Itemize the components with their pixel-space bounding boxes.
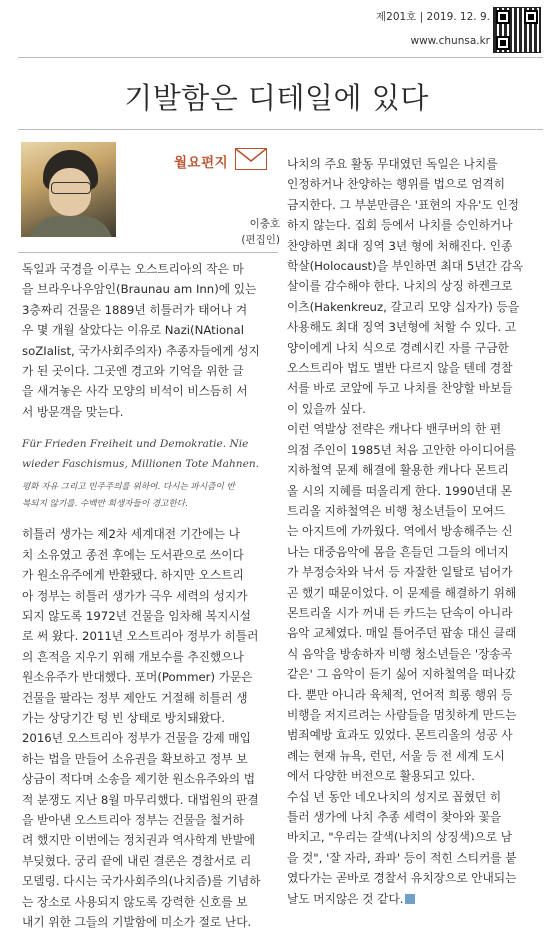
author-photo [21,142,116,237]
text-line: 사용해도 최대 징역 3년형에 처할 수 있다. 고 [287,320,517,335]
text-line: 우 몇 개월 살았다는 이유로 Nazi(NAtional [22,323,244,338]
text-line: 2016년 오스트리아 정부가 건물을 강제 매입 [22,731,251,746]
website-url[interactable]: www.chunsa.kr [410,35,490,47]
left-column [22,259,277,932]
text-line: 학살(Holocaust)을 부인하면 최대 5년간 감옥 [287,259,524,274]
text-line: 서를 바로 코앞에 두고 나치를 찬양할 바보들 [287,381,513,396]
text-line: 의점 주인이 1985년 처음 고안한 아이디어를 [287,442,516,457]
text-line-last [287,889,541,909]
text-line: 례는 현재 뉴욕, 런던, 서울 등 전 세계 도시 [287,748,505,763]
text-line: 아 정부는 히틀러 생가가 극우 세력의 성지가 [22,588,248,603]
text-line: 하는 법을 만들어 소유권을 확보하고 정부 보 [22,751,248,766]
text-line: 을 새겨놓은 사각 모양의 비석이 비스듬히 서 [22,384,248,399]
text-line: 히틀러 생가는 제2차 세계대전 기간에는 나 [22,527,240,542]
text-line: 이츠(Hakenkreuz, 갈고리 모양 십자가) 등을 [287,299,520,314]
text-line: 을 받아낸 오스트리아 정부는 건물을 철거하 [22,812,244,827]
header-divider [18,57,543,58]
text-line: 바치고, "우리는 갈색(나치의 상징색)으로 남 [287,830,513,845]
author-role: (편집인) [241,234,280,246]
text-line: 가 부정승차와 낙서 등 자잘한 일탈로 넘어가 [287,565,513,580]
text-line: 적 분쟁도 지난 8월 마무리했다. 대법원의 판결 [22,792,259,807]
qr-finder-icon [496,10,510,24]
text-line: 살이를 감수해야 한다. 나치의 상징 하켄크로 [287,279,513,294]
text-line: 식 음악을 방송하자 비행 청소년들은 '장송곡 [287,646,513,661]
text-line: 같은' 그 음악이 듣기 싫어 지하철역을 떠나갔 [287,667,516,682]
text-line: 범죄예방 효과도 있었다. 몬트리올의 성공 사 [287,728,513,743]
qr-code[interactable] [493,7,541,53]
author-name: 이충호 [249,218,280,230]
text-line: 트리올 지하철역은 비행 청소년들이 모여드 [287,503,506,518]
text-line: 가 원소유주에게 반환됐다. 하지만 오스트리 [22,568,244,583]
text-line: 올 시의 지혜를 떠올리게 한다. 1990년대 몬 [287,483,513,498]
text-line: 되지 않도록 1972년 건물을 임차해 복지시설 [22,608,251,623]
qr-finder-icon [524,10,538,24]
issue-date: 제201호 | 2019. 12. 9. [376,11,490,23]
text-line: soZIalist, 국가사회주의자) 추종자들에게 성지 [22,343,260,358]
text-line: 려 했지만 이번에는 정치권과 역사학계 반발에 [22,833,256,848]
text-line: 인정하거나 찬양하는 행위를 법으로 엄격히 [287,177,506,192]
text-line: 을 브라우나우암인(Braunau am Inn)에 있는 [22,282,257,297]
title-divider [18,129,543,130]
text-line: 3층짜리 건물은 1889년 히틀러가 태어나 겨 [22,302,248,317]
text-line: 독일과 국경을 이루는 오스트리아의 작은 마 [22,262,244,276]
text-line: 양이에게 나치 식으로 경례시킨 자를 구금한 [287,340,509,355]
text-line: 모델링. 다시는 국가사회주의(나치즘)를 기념하 [22,874,261,889]
envelope-icon [235,148,267,170]
handwritten-line: 복되지 않기를. 수백만 희생자들이 경고한다. [22,498,188,509]
text-line: 지하철역 문제 해결에 활용한 캐나다 몬트리 [287,463,509,478]
page-title: 기발함은 디테일에 있다 [124,81,429,115]
text-line: 의 흔적을 지우기 위해 개보수를 추진했으나 [22,649,244,664]
column-label: 월요편지 [174,155,229,171]
header-meta [360,10,490,48]
text-line: 는 장소로 사용되지 않도록 강력한 신호를 보 [22,894,248,909]
handwritten-line: Für Frieden Freiheit und Demokratie. Nie [22,438,249,450]
text-line: 찬양하면 최대 징역 3년 형에 처해진다. 인종 [287,238,513,253]
text-line: 하지 않는다. 집회 등에서 나치를 승인하거나 [287,218,513,233]
text-line: 몬트리올 시가 꺼내 든 카드는 단속이 아니라 [287,605,513,620]
author-divider [18,252,278,253]
text-line: 비행을 저지르려는 사람들을 멈칫하게 만드는 [287,707,517,722]
text-line: 날도 머지않은 것 같다. [287,891,404,906]
right-column [287,154,541,909]
text-line: 오스트리아 법도 별반 다르지 않을 텐데 경찰 [287,361,513,376]
text-line: 내기 위한 그들의 기발함에 미소가 절로 난다. [22,915,252,929]
text-line: 서 방문객을 맞는다. [22,404,124,419]
text-line: 나치의 주요 활동 무대였던 독일은 나치를 [287,157,498,171]
text-line: 부딪혔다. 궁리 끝에 내린 결론은 경찰서로 리 [22,853,252,868]
text-line: 음악 교체였다. 매일 틀어주던 팝송 대신 클래 [287,626,517,641]
text-line: 가는 상당기간 텅 빈 상태로 방치돼왔다. [22,710,225,725]
handwritten-german [22,434,277,474]
qr-finder-icon [496,36,510,50]
text-line: 에서 다양한 버전으로 활용되고 있다. [287,769,475,784]
text-line: 금지한다. 그 부분만큼은 '표현의 자유'도 인정 [287,197,519,212]
text-line: 로 써 왔다. 2011년 오스트리아 정부가 히틀러 [22,629,259,644]
text-line: 다. 뿐만 아니라 육체적, 언어적 희롱 행위 등 [287,687,513,702]
text-line: 곤 했기 때문이었다. 이 문제를 해결하기 위해 [287,585,517,600]
text-line: 이런 역발상 전략은 캐나다 밴쿠버의 한 편 [287,422,502,437]
handwritten-line: 평화 자유 그리고 민주주의를 위하여. 다시는 파시즘이 반 [22,482,235,492]
text-line: 상금이 적다며 소송을 제기한 원소유주와의 법 [22,772,256,787]
text-line: 치 소유였고 종전 후에는 도서관으로 쓰이다 [22,547,244,562]
end-mark-icon [405,894,415,904]
text-line: 틀러 생가에 나치 추종 세력이 찾아와 꽃을 [287,810,502,824]
text-line: 이 있을까 싶다. [287,401,366,416]
text-line: 가 된 곳이다. 그곳엔 경고와 기억을 위한 글 [22,364,244,379]
text-line: 원소유주가 반대했다. 포머(Pommer) 가문은 [22,670,253,685]
text-line: 을 것", '잘 자라, 좌파' 등이 적힌 스티커를 붙 [287,850,517,865]
text-line: 는 아지트에 가까웠다. 역에서 방송해주는 신 [287,524,513,539]
handwritten-korean [22,479,277,512]
text-line: 수십 년 동안 네오나치의 성지로 꼽혔던 히 [287,789,502,804]
text-line: 건물을 팔라는 정부 제안도 거절해 히틀러 생 [22,690,248,705]
text-line: 나는 대중음악에 몸을 흔들던 그들의 에너지 [287,544,509,559]
text-line: 였다가는 곧바로 경찰서 유치장으로 안내되는 [287,871,517,886]
handwritten-line: wieder Faschismus, Millionen Tote Mahnen. [22,458,260,470]
